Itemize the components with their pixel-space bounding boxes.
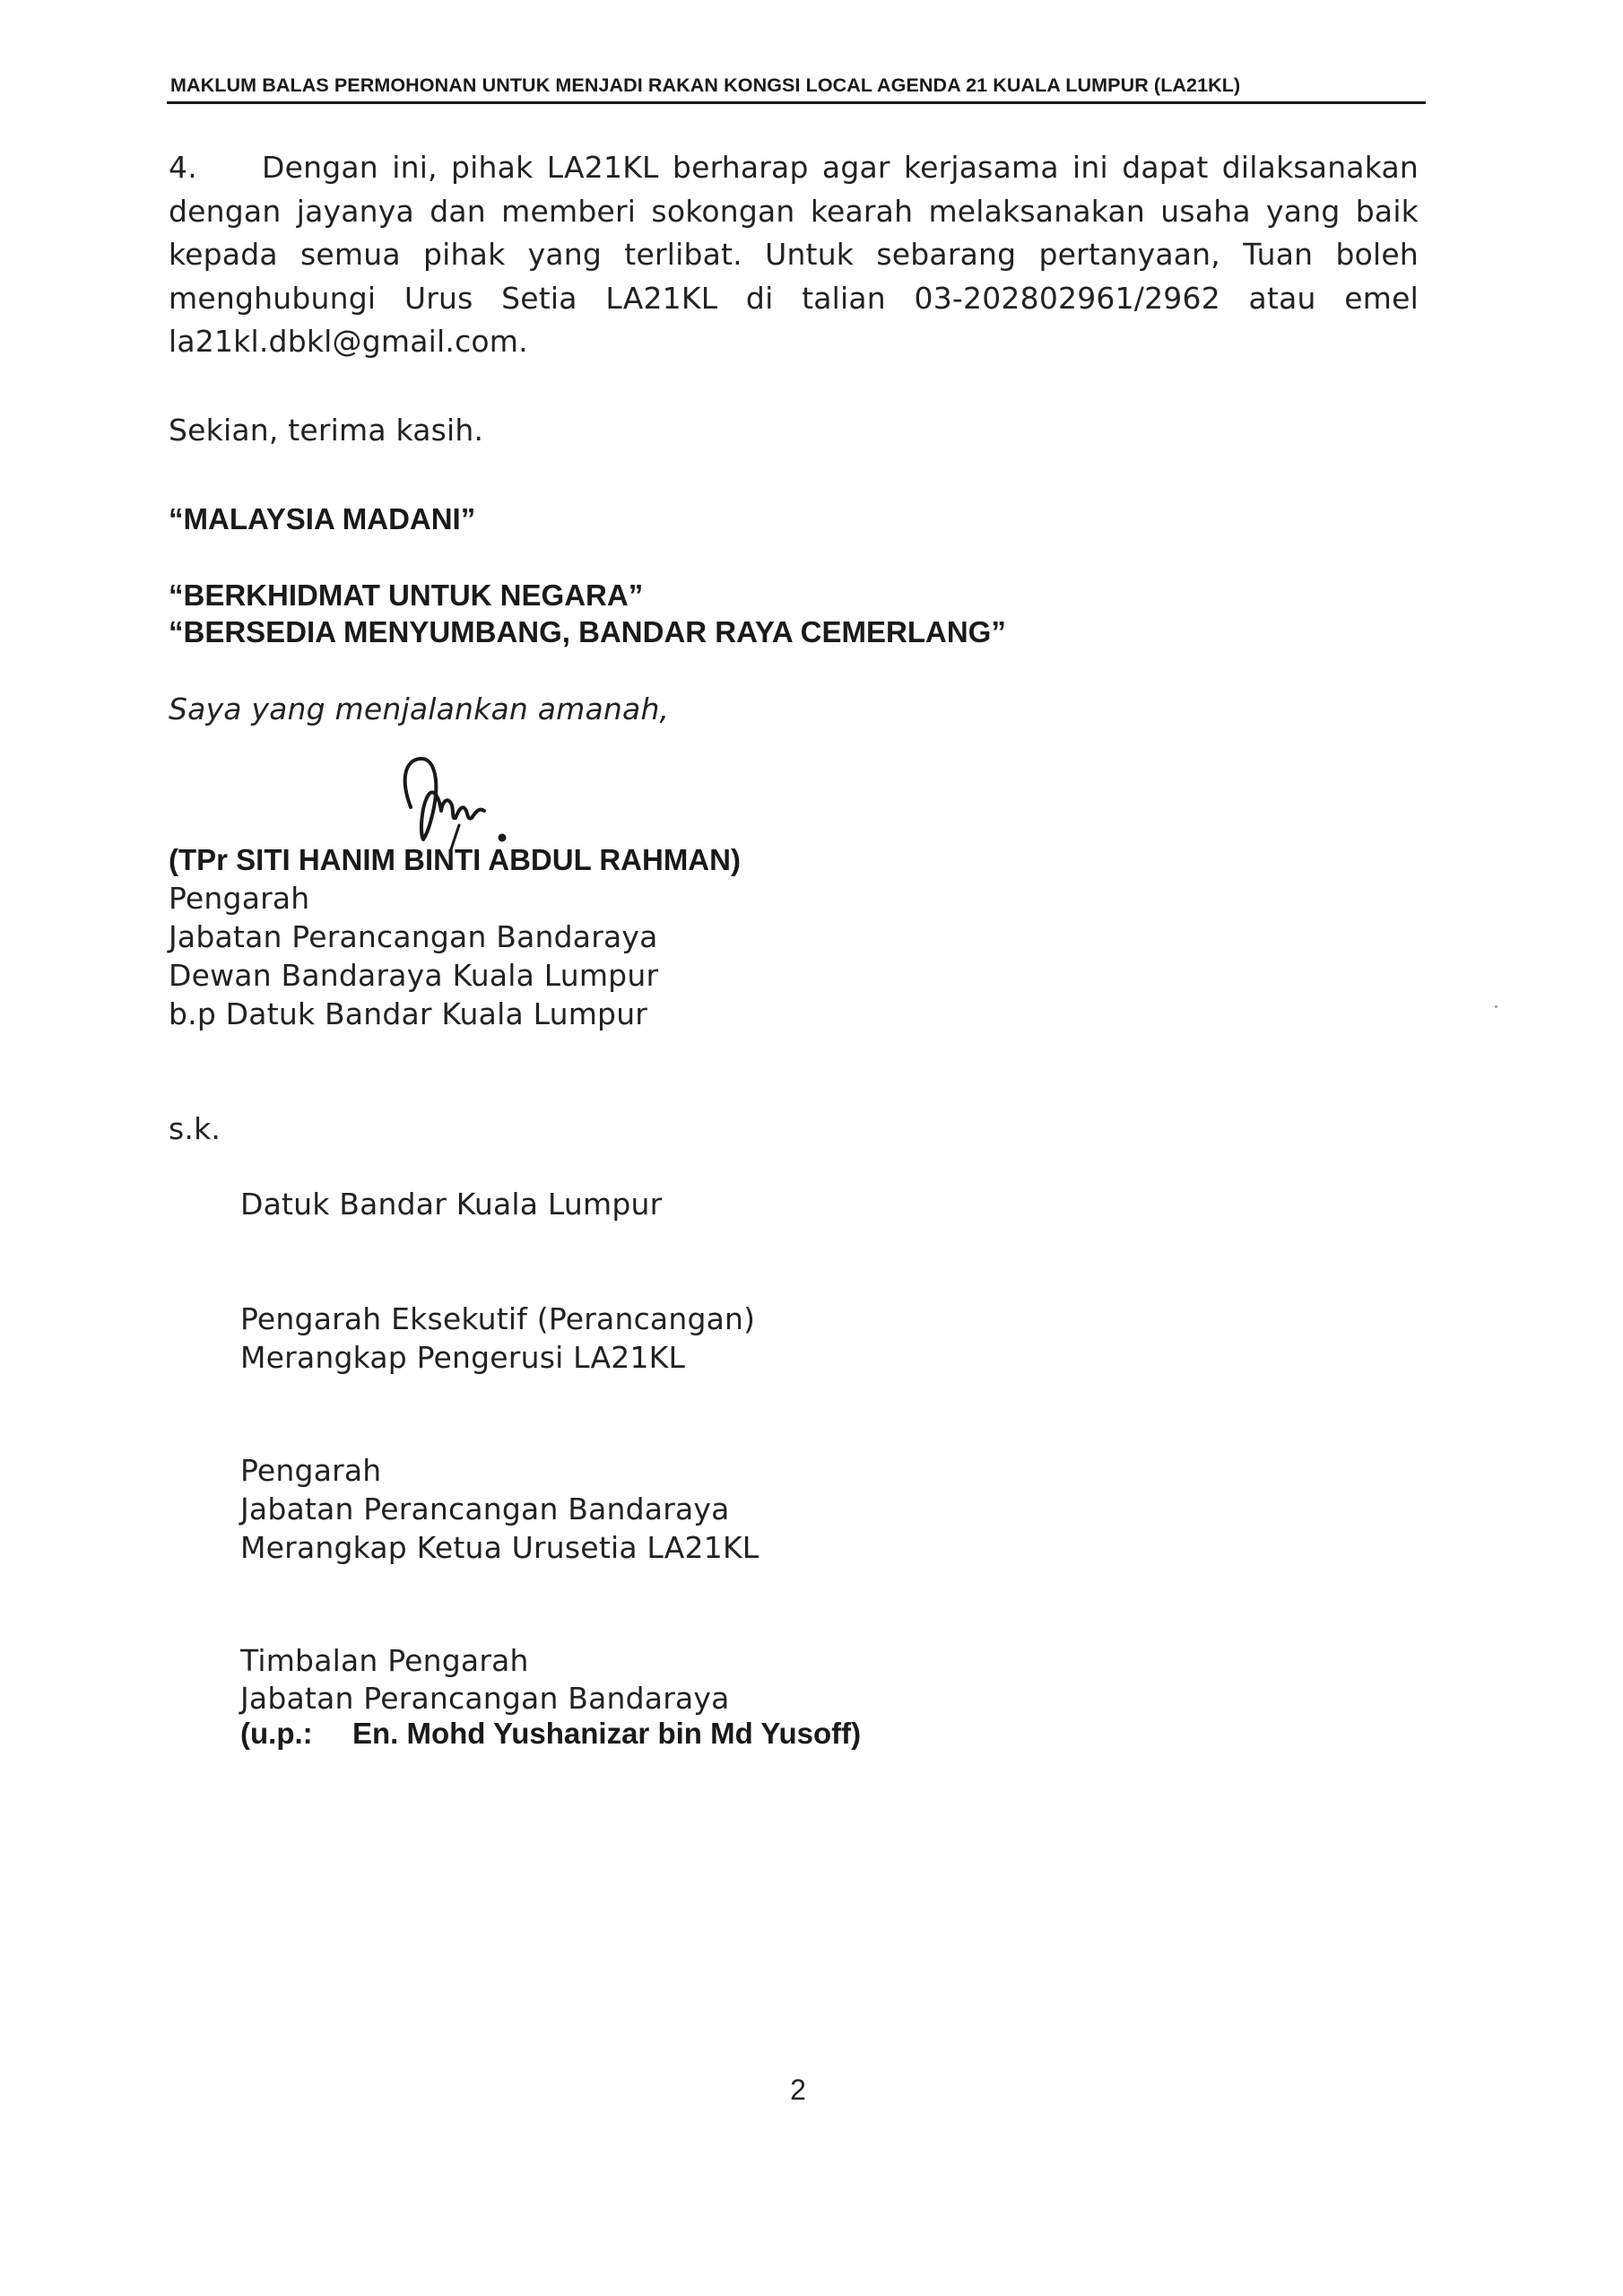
paragraph-4-line-4: menghubungi Urus Setia LA21KL di talian 03-202802961/2962 atau emel [169, 280, 1419, 316]
page-number: 2 [790, 2074, 806, 2106]
cc-recipient-4-line-1: Timbalan Pengarah [240, 1643, 529, 1678]
sk-label: s.k. [169, 1111, 221, 1146]
signoff-text: Saya yang menjalankan amanah, [169, 691, 670, 726]
paragraph-4-email-line: la21kl.dbkl@gmail.com. [169, 324, 528, 359]
closing-text: Sekian, terima kasih. [169, 413, 484, 448]
scan-speck [1495, 1005, 1497, 1008]
slogan-berkhidmat: “BERKHIDMAT UNTUK NEGARA” [169, 578, 644, 612]
attention-label: (u.p.: [240, 1717, 313, 1750]
paragraph-4 [169, 146, 1419, 320]
signatory-title-line-2: Jabatan Perancangan Bandaraya [169, 919, 658, 954]
signatory-title-line-4: b.p Datuk Bandar Kuala Lumpur [169, 996, 648, 1031]
paragraph-4-line-1: 4. Dengan ini, pihak LA21KL berharap agar kerjasama ini dapat dilaksanakan [169, 146, 1419, 190]
cc-recipient-1-line-1: Datuk Bandar Kuala Lumpur [240, 1187, 663, 1222]
signatory-title-line-3: Dewan Bandaraya Kuala Lumpur [169, 958, 659, 993]
paragraph-4-line-2: dengan jayanya dan memberi sokongan kearah melaksanakan usaha yang baik [169, 193, 1419, 229]
slogan-bersedia: “BERSEDIA MENYUMBANG, BANDAR RAYA CEMERLANG” [169, 615, 1006, 648]
cc-recipient-4-line-2: Jabatan Perancangan Bandaraya [240, 1681, 730, 1716]
attention-name: En. Mohd Yushanizar bin Md Yusoff) [352, 1717, 862, 1750]
signatory-name: (TPr SITI HANIM BINTI ABDUL RAHMAN) [169, 843, 741, 876]
slogan-malaysia-madani: “MALAYSIA MADANI” [169, 502, 476, 535]
page-header-title: MAKLUM BALAS PERMOHONAN UNTUK MENJADI RAKAN KONGSI LOCAL AGENDA 21 KUALA LUMPUR (LA21KL) [170, 74, 1241, 96]
cc-recipient-3-line-1: Pengarah [240, 1453, 382, 1488]
header-rule [167, 101, 1426, 104]
paragraph-number: 4. [169, 150, 197, 185]
cc-recipient-2-line-1: Pengarah Eksekutif (Perancangan) [240, 1301, 756, 1336]
cc-recipient-2-line-2: Merangkap Pengerusi LA21KL [240, 1340, 686, 1375]
signatory-title-line-1: Pengarah [169, 881, 310, 916]
cc-recipient-3-line-2: Jabatan Perancangan Bandaraya [240, 1492, 730, 1526]
cc-recipient-3-line-3: Merangkap Ketua Urusetia LA21KL [240, 1530, 759, 1565]
paragraph-4-line-3: kepada semua pihak yang terlibat. Untuk sebarang pertanyaan, Tuan boleh [169, 237, 1419, 272]
